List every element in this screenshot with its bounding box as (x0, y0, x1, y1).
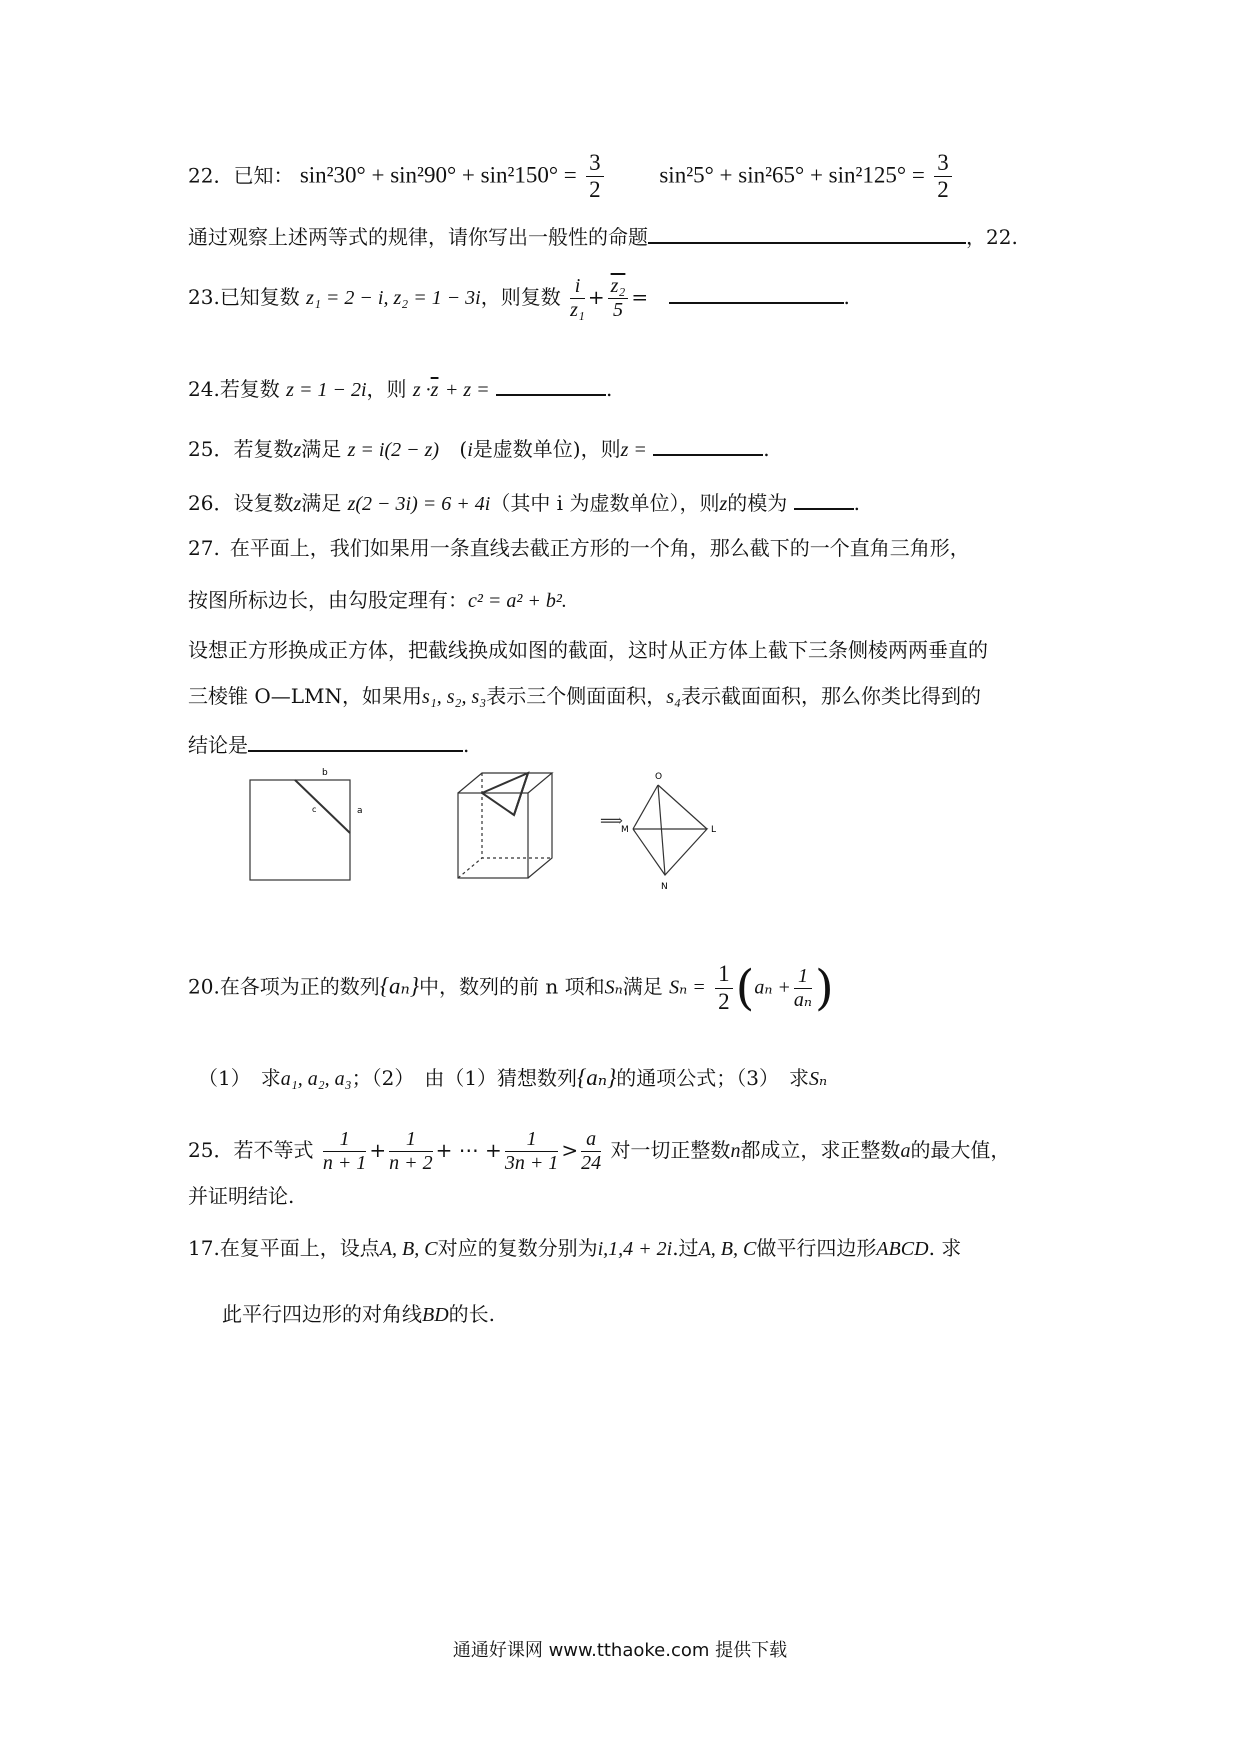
svg-text:L: L (711, 825, 717, 835)
answer-blank[interactable] (648, 220, 966, 244)
page-footer: 通通好课网 www.tthaoke.com 提供下载 (452, 1640, 788, 1661)
answer-blank[interactable] (248, 728, 463, 752)
q23-frac1: $\frac{i}{\text{z₁}}$ (570, 275, 585, 321)
q23-frac2: $\frac{\text{z₂}}{5}$ (608, 275, 629, 322)
square-figure (240, 765, 380, 885)
q17-line2: 此平行四边形的对角线BD的长. (222, 1302, 496, 1326)
answer-blank[interactable] (794, 486, 854, 510)
q22-eq2: sin²5° + sin²65° + sin²125° = (659, 162, 925, 188)
q22-line2: 通过观察上述两等式的规律，请你写出一般性的命题 ，22. (188, 220, 1018, 250)
q26: 26．设复数z满足 z(2 − 3i) = 6 + 4i（其中 i 为虚数单位），则z的模为 . (188, 486, 860, 516)
arrow-icon: ⟹ (600, 811, 623, 830)
q23: 23.已知复数 z₁ = 2 − i, z₂ = 1 − 3i，则复数 $\frac{i}{\text{z₁}}$ + $\frac{\text{z₂}}{5}$ = . (188, 275, 850, 321)
q27-line4: 三棱锥 O—LMN，如果用s₁, s₂, s₃表示三个侧面面积，s₄表示截面面积，那么你类比得到的 (188, 684, 981, 708)
pyramid-figure (595, 765, 725, 895)
label-a: a (357, 806, 363, 816)
q27-line3: 设想正方形换成正方体，把截线换成如图的截面，这时从正方体上截下三条侧棱两两垂直的 (188, 638, 988, 662)
cube-figure (450, 765, 570, 895)
svg-text:N: N (661, 882, 668, 892)
q27-line2: 按图所标边长，由勾股定理有：c² = a² + b². (188, 588, 567, 612)
label-b: b (322, 768, 328, 778)
q25b-line2: 并证明结论. (188, 1184, 295, 1208)
answer-blank[interactable] (653, 432, 763, 456)
q20-subparts: （1） 求a₁, a₂, a₃；（2） 由（1）猜想数列{aₙ}的通项公式；（3） 求Sₙ (198, 1065, 828, 1090)
q17: 17.在复平面上，设点A, B, C对应的复数分别为i,1,4 + 2i.过A, B, C做平行四边形ABCD. 求 (188, 1236, 962, 1260)
answer-blank[interactable] (496, 372, 606, 396)
q25a: 25．若复数z满足 z = i(2 − z) (i是虚数单位)，则z = . (188, 432, 770, 462)
q27-line1: 27. 在平面上，我们如果用一条直线去截正方形的一个角，那么截下的一个直角三角形， (188, 536, 970, 560)
q20: 20.在各项为正的数列{aₙ}中，数列的前 n 项和Sₙ满足 Sₙ = $\frac{1}{2}$ (aₙ + $\frac{1}{\text{aₙ}}$ ) (188, 960, 834, 1016)
q22-frac2: $\frac{3}{2}$ (934, 150, 952, 204)
q22-frac1: $\frac{3}{2}$ (586, 150, 604, 204)
q22-line1: 22．已知： sin²30° + sin²90° + sin²150° = $\frac{3}{2}$ sin²5° + sin²65° + sin²125° = $\frac{3}{2}$ (188, 150, 955, 204)
q25b: 25．若不等式 $\frac{1}{n + 1}$ + $\frac{1}{n + 2}$ + ⋯ + $\frac{1}{3n + 1}$ > $\frac{a}{24}$ 对一切正整数n都成立，求正整数a的最大值， (188, 1128, 1011, 1174)
svg-text:O: O (655, 772, 663, 782)
q27-line5: 结论是 . (188, 728, 469, 758)
label-c: c (312, 805, 317, 814)
svg-text:M: M (621, 825, 629, 835)
q22-eq1: sin²30° + sin²90° + sin²150° = (299, 162, 577, 188)
q24: 24.若复数 z = 1 − 2i，则 $z \cdot\overline{z} + z$ = . (188, 372, 612, 402)
answer-blank[interactable] (669, 280, 844, 304)
